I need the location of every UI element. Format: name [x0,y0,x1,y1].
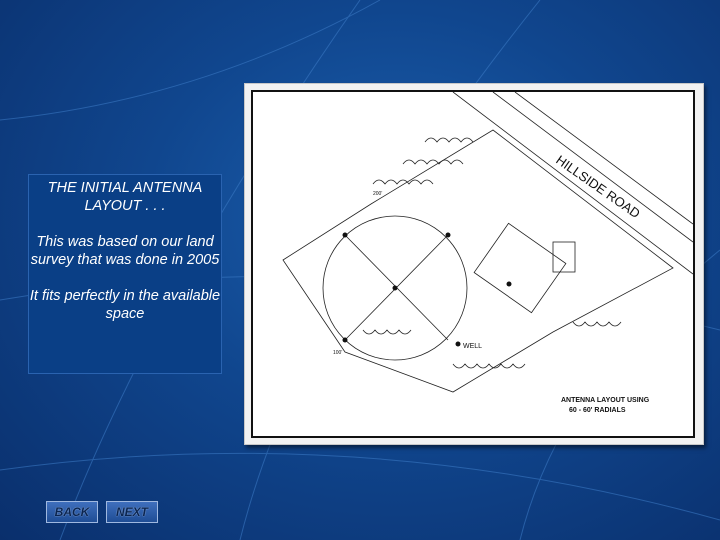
tree-line [425,138,473,142]
tree-line [453,364,525,368]
radial-stake [343,233,348,238]
radial-stake [446,233,451,238]
dimension-label-bottom: 100' [333,350,343,356]
tree-line [373,180,433,184]
road-edge-line [493,92,693,242]
house-outline [474,223,566,312]
description-panel [28,174,222,374]
antenna-layout-diagram [244,83,704,445]
back-button[interactable]: BACK [46,501,98,523]
tree-line [363,330,411,334]
antenna-feed-point [393,286,398,291]
radial-stake [343,338,348,343]
panel-heading: THE INITIAL ANTENNA LAYOUT . . . [47,180,203,214]
road-label: HILLSIDE ROAD [553,152,643,222]
tree-line [573,322,621,326]
diagram-caption-line1: ANTENNA LAYOUT USING [561,397,650,404]
diagram-drawing-area [251,90,695,438]
well-label: WELL [463,343,483,350]
road-edge-line [515,92,693,224]
road-edge-line [453,92,693,274]
antenna-layout-drawing [253,92,693,436]
panel-paragraph-survey: This was based on our land survey that was done in 2005 [30,234,220,268]
pump-marker [507,282,512,287]
dimension-label-top: 200' [373,191,383,197]
well-marker [456,342,461,347]
diagram-caption-line2: 60 - 60' RADIALS [569,407,626,414]
tree-line [403,160,463,164]
next-button[interactable]: NEXT [106,501,158,523]
panel-paragraph-fit: It fits perfectly in the available space [29,288,221,322]
